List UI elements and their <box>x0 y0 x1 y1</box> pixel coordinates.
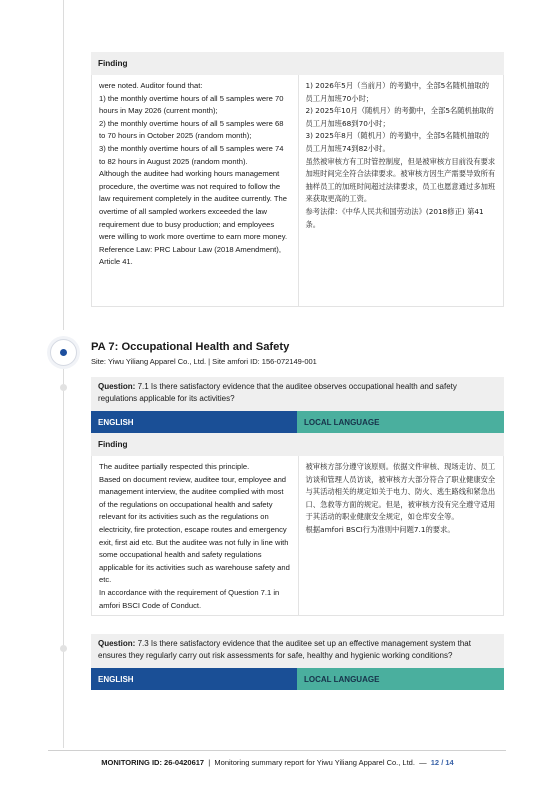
finding-header: Finding <box>91 433 504 456</box>
finding-english-text: were noted. Auditor found that: 1) the monthly overtime hours of all 5 samples were 70 hours in May 2026 (current month); 2) the monthly overtime hours of all 5 samples were 68 to 70 hours in October 2025 (random month); 3) the monthly overtime hours of all 5 samples were 74 to 82 hours in August 2025 (random month). Although the auditee had working hours management procedure, the overtime was not required to follow the law requirement completely in the auditee currently. The overtime of all sampled workers exceeded the law requirement due to busy production; and employees were willing to work more overtime to earn more money. Reference Law: PRC Labour Law (2018 Amendment), Article 41. <box>99 81 288 267</box>
section-title: PA 7: Occupational Health and Safety <box>91 341 290 353</box>
section-marker-dot <box>60 349 67 356</box>
finding-local-text: 1) 2026年5月（当前月）的考勤中，全部5名随机抽取的员工月加班70小时； 2) 2025年10月（随机月）的考勤中，全部5名随机抽取的员工月加班68到70小时； 3) 2025年8月（随机月）的考勤中，全部5名随机抽取的员工月加班74到82小时。 虽然被审核方有工时管控制度，但是被审核方目前没有要求加班时间完全符合法律要求。被审核方因生产需要导致所有抽样员工的加班时间超过法律要求，员工也愿意通过多加班来获取更高的工资。 参考法律：《中华人民共和国劳动法》(2018修正) 第41条。 <box>298 75 504 306</box>
question-text: 7.3 Is there satisfactory evidence that the auditee set up an effective management system that ensures they regularly carry out risk assessments for safe, healthy and hygienic working conditions? <box>98 639 471 660</box>
monitoring-id: MONITORING ID: 26-0420617 <box>101 758 205 767</box>
timeline-line <box>63 368 64 748</box>
question-7-3 <box>91 634 504 668</box>
page-footer <box>0 758 555 767</box>
question-7-3-block <box>91 634 504 690</box>
question-marker-icon <box>60 645 67 652</box>
finding-body <box>91 75 504 307</box>
timeline-line <box>63 0 64 330</box>
section-site-line: Site: Yiwu Yiliang Apparel Co., Ltd. | Site amfori ID: 156-072149-001 <box>91 357 317 366</box>
local-language-header: LOCAL LANGUAGE <box>297 668 504 690</box>
question-7-1 <box>91 377 504 411</box>
section-marker-icon <box>50 339 77 366</box>
question-7-1-block <box>91 377 504 616</box>
page-number: 12 / 14 <box>430 758 454 767</box>
overtime-finding-block <box>91 52 504 307</box>
footer-divider <box>48 750 506 751</box>
finding-english-text: The auditee partially respected this principle. Based on document review, auditee tour, employee and management interview, the auditee complied with most of the regulations on occupational health and safety relevant for its activities such as the regulations on electricity, fire protection, escape routes and emergency exit, first aid etc. But the auditee was not fully in line with some occupational health and safety regulations applicable for its activities such as warehouse safety and etc. In accordance with the requirement of Question 7.1 in amfori BSCI Code of Conduct. <box>99 462 290 610</box>
english-header: ENGLISH <box>91 668 297 690</box>
question-label: Question: <box>98 382 136 391</box>
question-marker-icon <box>60 384 67 391</box>
finding-header: Finding <box>91 52 504 75</box>
language-header-row <box>91 411 504 433</box>
footer-separator: | <box>204 758 215 767</box>
footer-dash: — <box>414 758 431 767</box>
local-language-header: LOCAL LANGUAGE <box>297 411 504 433</box>
finding-local-text: 被审核方部分遵守该原则。依据文件审核、现场走访、员工访谈和管理人员访谈，被审核方大部分符合了职业健康安全与其活动相关的规定如关于电力、防火、逃生路线和紧急出口、急救等方面的规定。但是，被审核方没有完全遵守适用于其活动的职业健康安全规定，如仓库安全等。 根据amfori BSCI行为准则中问题7.1的要求。 <box>298 456 504 615</box>
report-title: Monitoring summary report for Yiwu Yiliang Apparel Co., Ltd. <box>214 758 415 767</box>
finding-body <box>91 456 504 616</box>
question-text: 7.1 Is there satisfactory evidence that the auditee observes occupational health and safety regulations applicable for its activities? <box>98 382 457 403</box>
english-header: ENGLISH <box>91 411 297 433</box>
question-label: Question: <box>98 639 136 648</box>
language-header-row <box>91 668 504 690</box>
